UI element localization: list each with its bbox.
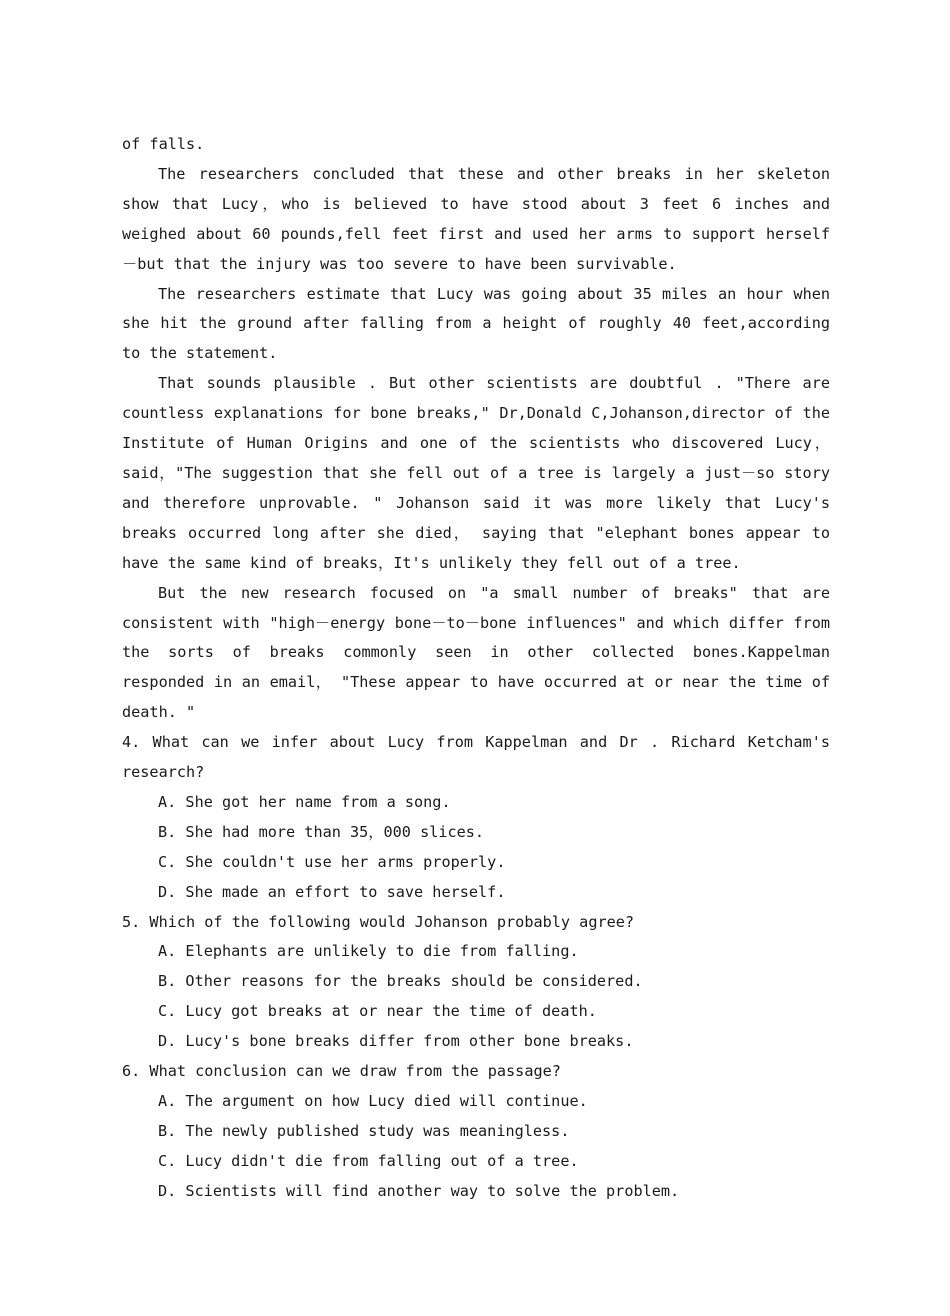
- passage-paragraph: That sounds plausible . But other scientists are doubtful . "There are countless explanations for bone breaks," Dr,Donald C,Johanson,director of the Institute of Human Origins and one of the scientists who discovered Lucy，said，"The suggestion that she fell out of a tree is largely a just－so story and therefore unprovable. " Johanson said it was more likely that Lucy's breaks occurred long after she died， saying that "elephant bones appear to have the same kind of breaks，It's unlikely they fell out of a tree.: [122, 374, 830, 572]
- answer-option-a: A. Elephants are unlikely to die from falling.: [158, 942, 579, 961]
- answer-options: [122, 788, 830, 908]
- question-stem: 5. Which of the following would Johanson probably agree?: [122, 912, 635, 931]
- passage-paragraph: The researchers concluded that these and other breaks in her skeleton show that Lucy，who is believed to have stood about 3 feet 6 inches and weighed about 60 pounds,fell feet first and used her arms to support herself－but that the injury was too severe to have been survivable.: [122, 164, 830, 273]
- answer-option-d: D. Scientists will find another way to solve the problem.: [158, 1181, 680, 1200]
- answer-option-d: D. Lucy's bone breaks differ from other bone breaks.: [158, 1032, 634, 1051]
- answer-option-b: B. Other reasons for the breaks should be considered.: [158, 972, 643, 991]
- answer-option-c: C. Lucy didn't die from falling out of a tree.: [158, 1151, 579, 1170]
- passage-paragraph: of falls.: [122, 135, 205, 153]
- question-block: [122, 1057, 830, 1207]
- passage-paragraph: But the new research focused on "a small number of breaks" that are consistent with "high－energy bone－to－bone influences" and which differ from the sorts of breaks commonly seen in other collected bones.Kappelman responded in an email， "These appear to have occurred at or near the time of death. ": [122, 583, 830, 722]
- document-page: [122, 130, 830, 1207]
- answer-option-c: C. Lucy got breaks at or near the time of death.: [158, 1002, 597, 1021]
- answer-option-b: B. She had more than 35，000 slices.: [158, 822, 485, 841]
- answer-option-d: D. She made an effort to save herself.: [158, 882, 506, 901]
- question-block: [122, 908, 830, 1058]
- answer-option-b: B. The newly published study was meaningless.: [158, 1121, 570, 1140]
- answer-options: [122, 1087, 830, 1207]
- answer-options: [122, 937, 830, 1057]
- answer-option-a: A. The argument on how Lucy died will continue.: [158, 1092, 588, 1110]
- passage: [122, 130, 830, 728]
- passage-paragraph: The researchers estimate that Lucy was going about 35 miles an hour when she hit the ground after falling from a height of roughly 40 feet,according to the statement.: [122, 284, 830, 363]
- answer-option-a: A. She got her name from a song.: [158, 792, 451, 811]
- question-block: [122, 728, 830, 907]
- answer-option-c: C. She couldn't use her arms properly.: [158, 852, 506, 871]
- question-stem: 6. What conclusion can we draw from the passage?: [122, 1062, 561, 1081]
- question-stem: 4. What can we infer about Lucy from Kappelman and Dr . Richard Ketcham's research?: [122, 733, 830, 782]
